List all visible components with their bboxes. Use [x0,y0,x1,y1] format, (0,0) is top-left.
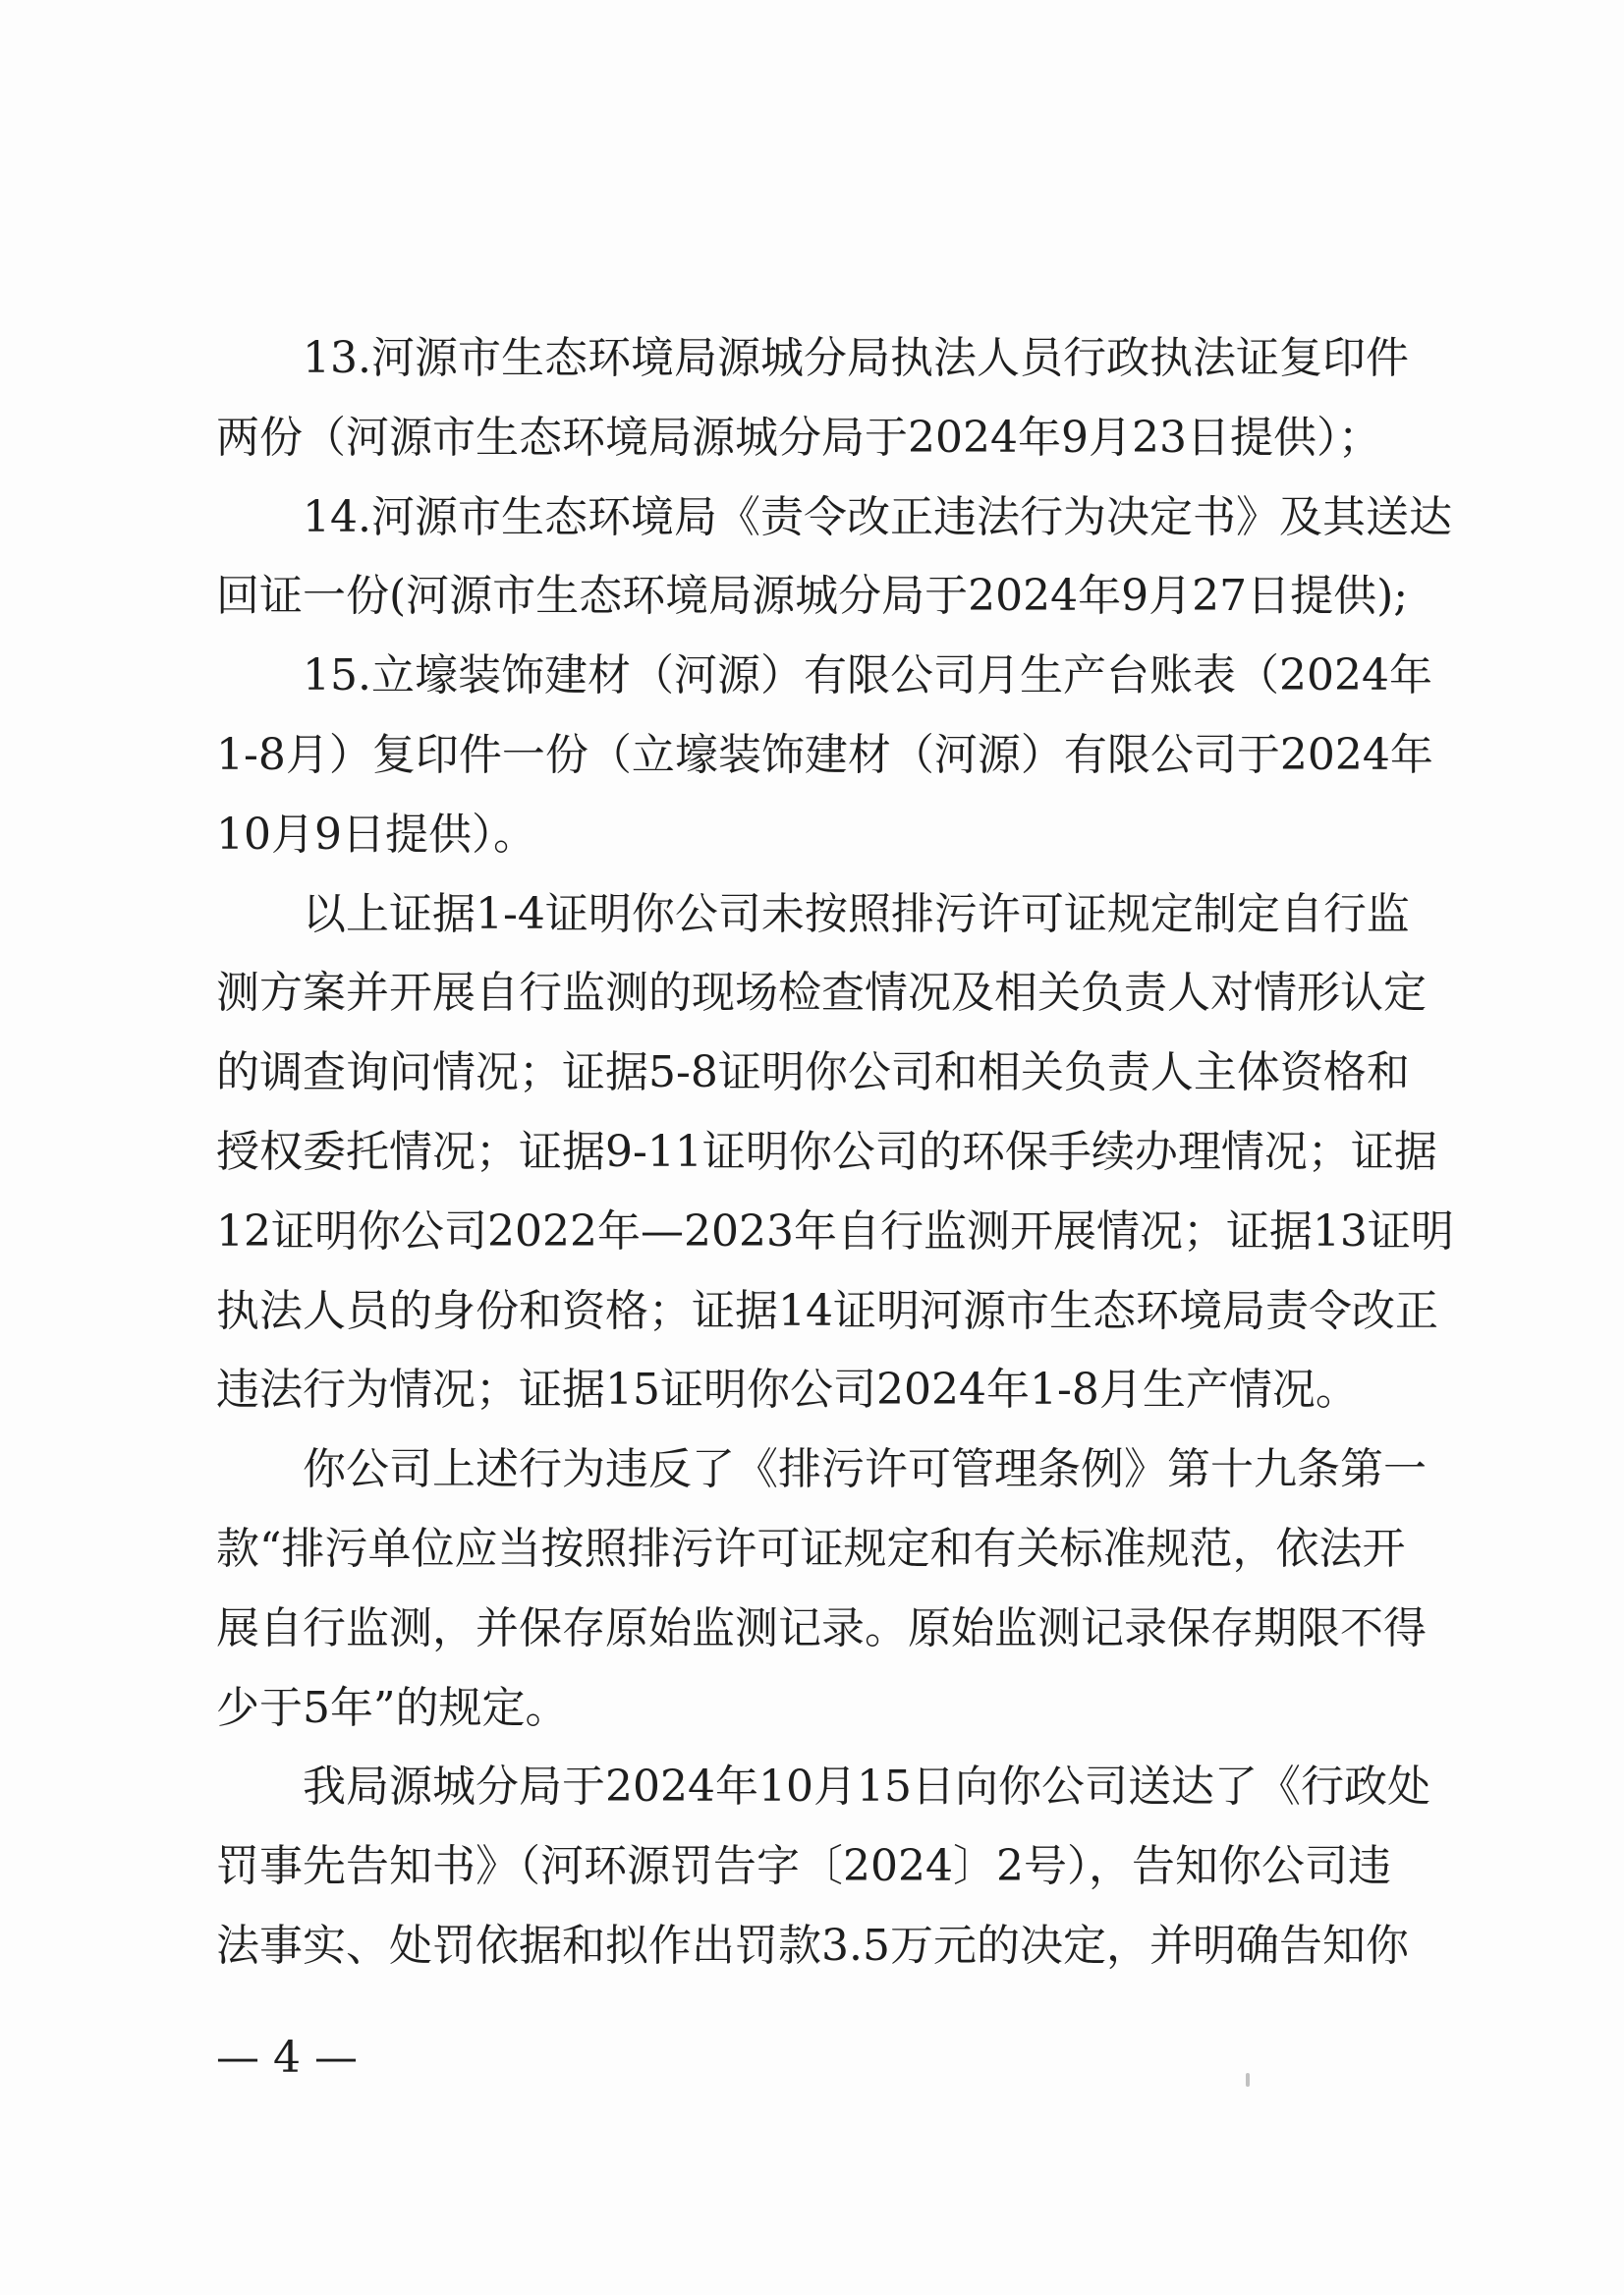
text-line: 你公司上述行为违反了《排污许可管理条例》第十九条第一 [303,1444,1427,1495]
text-line: 法事实、处罚依据和拟作出罚款3.5万元的决定，并明确告知你 [216,1920,1409,1971]
text-line: 的调查询问情况；证据5-8证明你公司和相关负责人主体资格和 [216,1047,1410,1098]
scan-speck [1246,2073,1250,2087]
text-line: 款“排污单位应当按照排污许可证规定和有关标准规范，依法开 [216,1523,1406,1574]
text-line: 回证一份(河源市生态环境局源城分局于2024年9月27日提供); [216,571,1409,622]
text-line: 1-8月）复印件一份（立壕装饰建材（河源）有限公司于2024年 [216,729,1433,780]
text-line: 测方案并开展自行监测的现场检查情况及相关负责人对情形认定 [216,968,1427,1019]
paragraph [216,1430,1427,1748]
document-body [216,319,1454,1987]
text-line: 14.河源市生态环境局《责令改正违法行为决定书》及其送达 [303,491,1452,542]
text-line: 两份（河源市生态环境局源城分局于2024年9月23日提供）； [216,412,1381,463]
paragraph [216,478,1452,638]
text-line: 罚事先告知书》（河环源罚告字〔2024〕2号），告知你公司违 [216,1841,1391,1892]
text-line: 15.立壕装饰建材（河源）有限公司月生产台账表（2024年 [303,650,1432,701]
paragraph [216,637,1433,874]
text-line: 执法人员的身份和资格；证据14证明河源市生态环境局责令改正 [216,1285,1438,1336]
text-line: 违法行为情况；证据15证明你公司2024年1-8月生产情况。 [216,1365,1359,1416]
text-line: 以上证据1-4证明你公司未按照排污许可证规定制定自行监 [303,888,1410,939]
text-line: 13.河源市生态环境局源城分局执法人员行政执法证复印件 [303,333,1409,383]
paragraph [216,1748,1430,1986]
text-line: 展自行监测，并保存原始监测记录。原始监测记录保存期限不得 [216,1602,1427,1653]
text-line: 少于5年”的规定。 [216,1682,569,1733]
paragraph [216,875,1454,1431]
text-line: 授权委托情况；证据9-11证明你公司的环保手续办理情况；证据 [216,1126,1437,1177]
text-line: 10月9日提供）。 [216,809,536,860]
text-line: 我局源城分局于2024年10月15日向你公司送达了《行政处 [303,1762,1430,1813]
page-number: — 4 — [216,2033,358,2083]
text-line: 12证明你公司2022年—2023年自行监测开展情况；证据13证明 [216,1205,1454,1257]
paragraph [216,319,1409,478]
